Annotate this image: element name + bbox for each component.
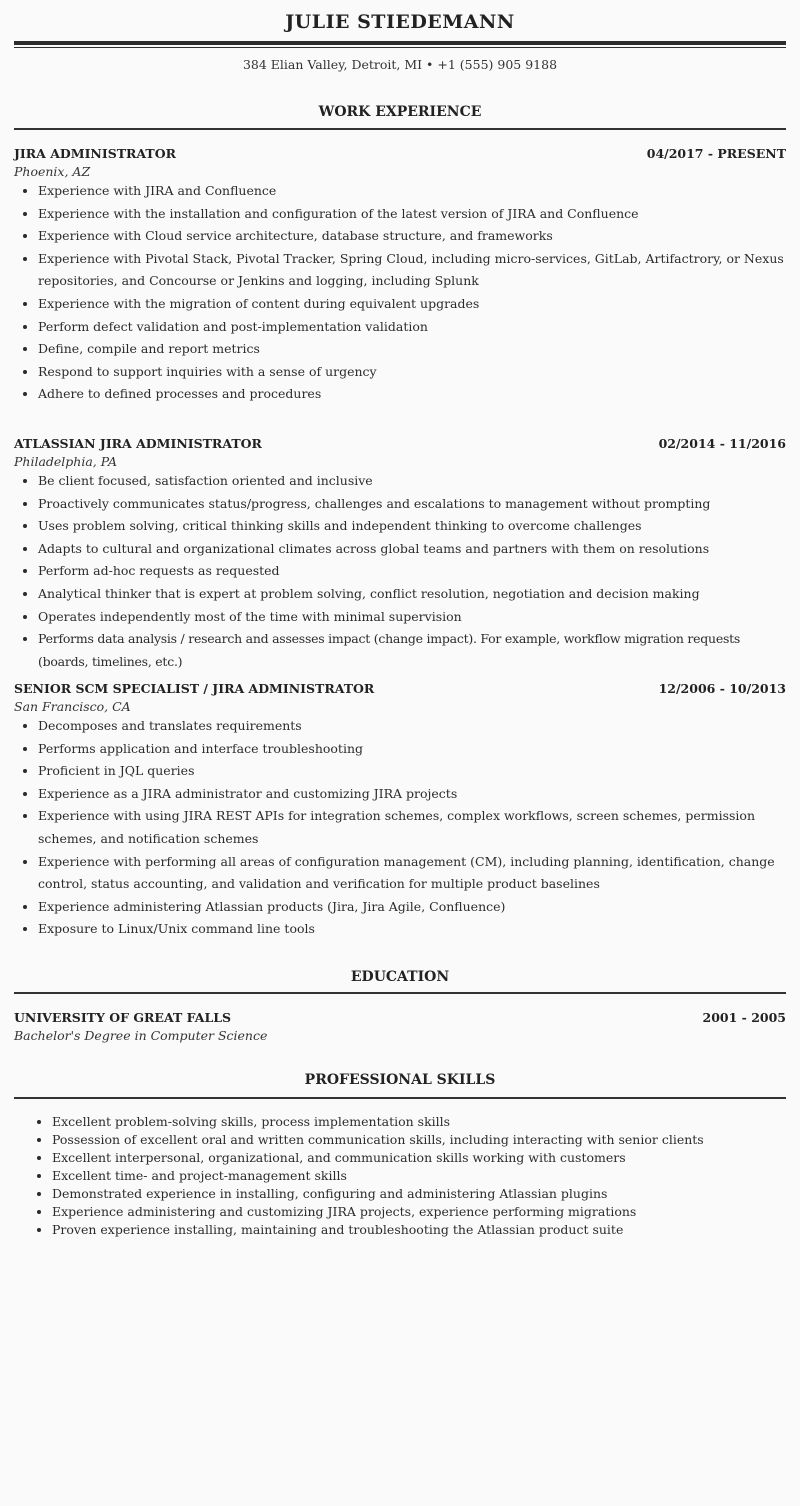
- job-title: JIRA ADMINISTRATOR: [14, 146, 177, 161]
- list-item: • Experience as a JIRA administrator and customizing JIRA projects: [38, 783, 786, 806]
- list-item: • Uses problem solving, critical thinking skills and independent thinking to overcome challenges: [38, 515, 786, 538]
- list-item: • Experience with the migration of content during equivalent upgrades: [38, 293, 786, 316]
- list-item: • Perform defect validation and post-implementation validation: [38, 316, 786, 339]
- education-dates: 2001 - 2005: [702, 1010, 786, 1025]
- skills-list: [14, 1113, 786, 1239]
- list-item: • Excellent time- and project-management skills: [52, 1167, 786, 1185]
- section-divider-skills: [14, 1097, 786, 1099]
- job-location: San Francisco, CA: [14, 699, 131, 714]
- list-item: • Perform ad-hoc requests as requested: [38, 560, 786, 583]
- job-location: Phoenix, AZ: [14, 164, 91, 179]
- list-item: • Adhere to defined processes and procedures: [38, 383, 786, 406]
- list-item: • Experience with Pivotal Stack, Pivotal Tracker, Spring Cloud, including micro-services, GitLab, Artifactrory, or Nexus repositories, and Concourse or Jenkins and logging, including Splunk: [38, 248, 786, 293]
- job-bullets: [14, 180, 786, 406]
- candidate-name: JULIE STIEDEMANN: [285, 11, 515, 33]
- list-item: • Analytical thinker that is expert at problem solving, conflict resolution, negotiation and decision making: [38, 583, 786, 606]
- job-dates: 04/2017 - PRESENT: [646, 146, 786, 161]
- list-item: • Proficient in JQL queries: [38, 760, 786, 783]
- list-item: • Experience with Cloud service architecture, database structure, and frameworks: [38, 225, 786, 248]
- list-item: • Performs data analysis / research and assesses impact (change impact). For example, workflow migration requests (boards, timelines, etc.): [38, 628, 786, 673]
- list-item: • Experience administering and customizing JIRA projects, experience performing migrations: [52, 1203, 786, 1221]
- list-item: • Operates independently most of the time with minimal supervision: [38, 606, 786, 629]
- list-item: • Respond to support inquiries with a sense of urgency: [38, 361, 786, 384]
- job-title: ATLASSIAN JIRA ADMINISTRATOR: [14, 436, 262, 451]
- section-divider-education: [14, 992, 786, 994]
- job-dates: 02/2014 - 11/2016: [658, 436, 786, 451]
- header-divider: [14, 41, 786, 45]
- job-bullets: [14, 470, 786, 673]
- contact-info: 384 Elian Valley, Detroit, MI • +1 (555) 905 9188: [242, 57, 558, 72]
- list-item: • Proactively communicates status/progress, challenges and escalations to management without prompting: [38, 493, 786, 516]
- list-item: • Define, compile and report metrics: [38, 338, 786, 361]
- list-item: • Decomposes and translates requirements: [38, 715, 786, 738]
- list-item: • Possession of excellent oral and written communication skills, including interacting with senior clients: [52, 1131, 786, 1149]
- list-item: • Demonstrated experience in installing, configuring and administering Atlassian plugins: [52, 1185, 786, 1203]
- list-item: • Exposure to Linux/Unix command line tools: [38, 918, 786, 941]
- list-item: • Adapts to cultural and organizational climates across global teams and partners with them on resolutions: [38, 538, 786, 561]
- degree: Bachelor's Degree in Computer Science: [14, 1028, 268, 1043]
- job-dates: 12/2006 - 10/2013: [658, 681, 786, 696]
- list-item: • Experience with performing all areas of configuration management (CM), including planning, identification, change control, status accounting, and validation and verification for multiple product baselines: [38, 851, 786, 896]
- list-item: • Excellent problem-solving skills, process implementation skills: [52, 1113, 786, 1131]
- school-name: UNIVERSITY OF GREAT FALLS: [14, 1010, 232, 1025]
- header-divider-thin: [14, 47, 786, 48]
- job-bullets: [14, 715, 786, 941]
- list-item: • Experience with using JIRA REST APIs for integration schemes, complex workflows, screen schemes, permission schemes, and notification schemes: [38, 805, 786, 850]
- section-title-education: EDUCATION: [350, 969, 450, 985]
- list-item: • Experience with the installation and configuration of the latest version of JIRA and Confluence: [38, 203, 786, 226]
- job-title: SENIOR SCM SPECIALIST / JIRA ADMINISTRATOR: [14, 681, 375, 696]
- job-location: Philadelphia, PA: [14, 454, 118, 469]
- list-item: • Proven experience installing, maintaining and troubleshooting the Atlassian product suite: [52, 1221, 786, 1239]
- list-item: • Experience administering Atlassian products (Jira, Jira Agile, Confluence): [38, 896, 786, 919]
- section-divider-work: [14, 128, 786, 130]
- list-item: • Be client focused, satisfaction oriented and inclusive: [38, 470, 786, 493]
- section-title-skills: PROFESSIONAL SKILLS: [304, 1072, 496, 1088]
- list-item: • Performs application and interface troubleshooting: [38, 738, 786, 761]
- list-item: • Experience with JIRA and Confluence: [38, 180, 786, 203]
- list-item: • Excellent interpersonal, organizational, and communication skills working with customers: [52, 1149, 786, 1167]
- section-title-work: WORK EXPERIENCE: [318, 104, 482, 120]
